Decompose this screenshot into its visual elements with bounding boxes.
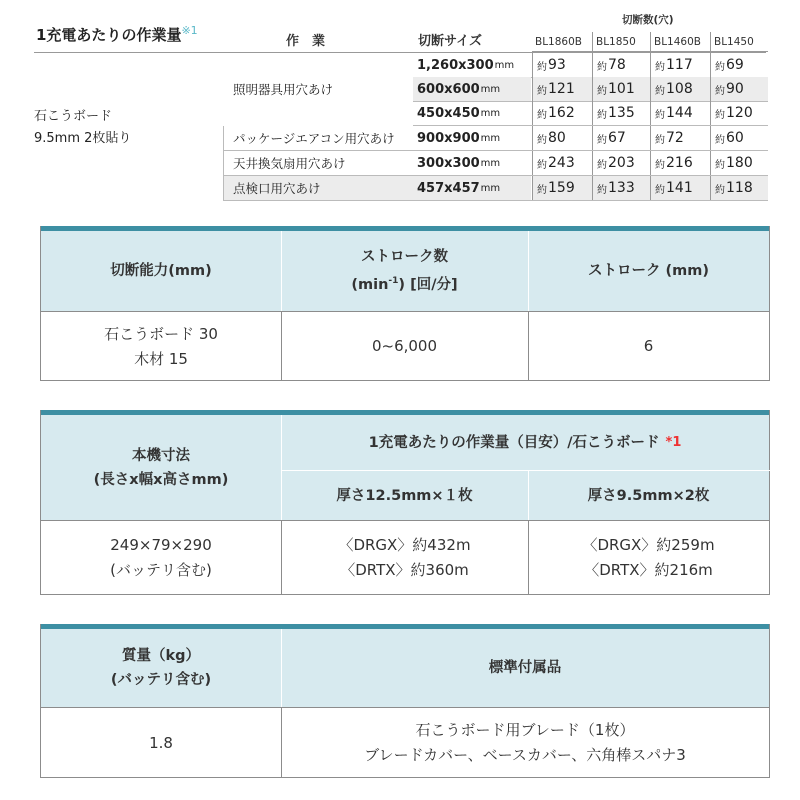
col-line <box>223 126 224 200</box>
count-value: 60 <box>726 130 744 146</box>
size-unit: mm <box>480 132 501 144</box>
stroke-count-header <box>281 231 528 311</box>
approx-prefix: 約 <box>537 134 547 146</box>
approx-prefix: 約 <box>715 159 725 171</box>
value-line: 石こうボード 30 <box>104 324 218 343</box>
size-cell <box>413 77 531 101</box>
material-line: 9.5mm 2枚貼り <box>34 131 132 146</box>
approx-prefix: 約 <box>655 61 665 73</box>
count-cell <box>710 126 768 150</box>
count-cell <box>650 176 710 200</box>
approx-prefix: 約 <box>597 109 607 121</box>
footnote-mark: *1 <box>665 434 682 450</box>
count-value: 203 <box>608 155 635 171</box>
spec-table-stroke <box>40 226 770 381</box>
count-value: 135 <box>608 105 635 121</box>
approx-prefix: 約 <box>715 85 725 97</box>
count-value: 216 <box>666 155 693 171</box>
count-value: 141 <box>666 180 693 196</box>
approx-prefix: 約 <box>597 134 607 146</box>
work-cell: 照明器具用穴あけ <box>233 82 334 97</box>
value-line: 249×79×290 <box>110 536 212 554</box>
count-cell <box>592 151 650 175</box>
size-cell <box>413 53 531 77</box>
value-line: 〈DRGX〉約259m <box>582 536 715 554</box>
count-value: 162 <box>548 105 575 121</box>
count-value: 144 <box>666 105 693 121</box>
approx-prefix: 約 <box>715 134 725 146</box>
header-part: ) [回/分] <box>398 276 458 293</box>
cutting-count-title <box>36 24 198 45</box>
count-cell <box>650 101 710 125</box>
count-value: 101 <box>608 81 635 97</box>
count-cell <box>710 151 768 175</box>
count-cell <box>592 53 650 77</box>
size-cell <box>413 126 531 150</box>
value-line: 石こうボード用ブレード（1枚） <box>415 721 635 739</box>
header-part: (min <box>351 276 389 293</box>
capacity-value <box>41 312 281 381</box>
count-value: 78 <box>608 57 626 73</box>
value-line: 木材 15 <box>134 349 188 368</box>
model-header: BL1460B <box>650 32 710 52</box>
approx-prefix: 約 <box>655 134 665 146</box>
size-cell <box>413 151 531 175</box>
material-label <box>34 106 131 150</box>
accessories-value <box>281 708 769 778</box>
approx-prefix: 約 <box>655 159 665 171</box>
size-cell <box>413 101 531 125</box>
count-value: 180 <box>726 155 753 171</box>
model-header: BL1450 <box>710 32 768 52</box>
size-header: 切断サイズ <box>418 34 482 49</box>
approx-prefix: 約 <box>597 159 607 171</box>
size-unit: mm <box>494 59 515 71</box>
thickness-value-1 <box>281 521 528 595</box>
count-value: 133 <box>608 180 635 196</box>
approx-prefix: 約 <box>597 184 607 196</box>
stroke-value: 6 <box>643 337 654 355</box>
count-cell <box>532 151 592 175</box>
approx-prefix: 約 <box>537 159 547 171</box>
model-header: BL1850 <box>592 32 650 52</box>
size-value: 457x457 <box>417 180 480 196</box>
approx-prefix: 約 <box>655 184 665 196</box>
count-cell <box>710 101 768 125</box>
count-cell <box>532 77 592 101</box>
header-line: 本機寸法 <box>132 447 190 464</box>
header-line: ストローク数 <box>361 249 448 266</box>
spec-table-mass <box>40 624 770 778</box>
stroke-header: ストローク (mm) <box>587 263 710 279</box>
count-value: 72 <box>666 130 684 146</box>
approx-prefix: 約 <box>715 61 725 73</box>
count-cell <box>532 176 592 200</box>
approx-prefix: 約 <box>715 109 725 121</box>
count-value: 69 <box>726 57 744 73</box>
count-cell <box>650 126 710 150</box>
count-value: 117 <box>666 57 693 73</box>
mass-value: 1.8 <box>149 733 173 752</box>
count-cell <box>592 126 650 150</box>
work-cell: 点検口用穴あけ <box>223 176 413 200</box>
count-value: 118 <box>726 180 753 196</box>
count-cell <box>650 151 710 175</box>
approx-prefix: 約 <box>537 85 547 97</box>
model-header: BL1860B <box>532 32 592 52</box>
count-value: 80 <box>548 130 566 146</box>
stroke-count-value: 0~6,000 <box>371 337 438 355</box>
count-value: 120 <box>726 105 753 121</box>
work-cell: 天井換気扇用穴あけ <box>233 156 346 171</box>
row-separator <box>223 200 768 201</box>
size-unit: mm <box>480 182 501 194</box>
size-value: 300x300 <box>417 155 480 171</box>
size-unit: mm <box>480 107 501 119</box>
count-cell <box>650 77 710 101</box>
approx-prefix: 約 <box>597 85 607 97</box>
material-line: 石こうボード <box>34 109 113 124</box>
thickness-header-1: 厚さ12.5mm×１枚 <box>336 487 473 504</box>
approx-prefix: 約 <box>537 61 547 73</box>
count-cell <box>710 53 768 77</box>
count-cell <box>710 176 768 200</box>
work-cell: パッケージエアコン用穴あけ <box>233 131 395 146</box>
count-cell <box>710 77 768 101</box>
size-unit: mm <box>480 157 501 169</box>
size-unit: mm <box>480 83 501 95</box>
count-value: 243 <box>548 155 575 171</box>
count-cell <box>592 77 650 101</box>
approx-prefix: 約 <box>537 184 547 196</box>
header-line <box>351 269 457 297</box>
work-amount-header <box>281 415 769 470</box>
header-line: (長さx幅x高さmm) <box>93 471 229 488</box>
header-line: (バッテリ含む) <box>110 672 212 688</box>
count-value: 108 <box>666 81 693 97</box>
footnote-mark: ※1 <box>181 24 198 37</box>
cutting-count-table <box>0 0 800 210</box>
size-cell <box>413 176 531 200</box>
title-text: 1充電あたりの作業量 <box>36 26 182 44</box>
count-value: 159 <box>548 180 575 196</box>
approx-prefix: 約 <box>537 109 547 121</box>
count-cell <box>650 53 710 77</box>
dimensions-header <box>41 415 281 520</box>
count-value: 90 <box>726 81 744 97</box>
thickness-value-2 <box>528 521 769 595</box>
count-value: 67 <box>608 130 626 146</box>
size-value: 900x900 <box>417 130 480 146</box>
approx-prefix: 約 <box>715 184 725 196</box>
value-line: 〈DRTX〉約216m <box>584 561 713 579</box>
header-text: 1充電あたりの作業量（目安）/石こうボード <box>368 434 660 451</box>
header-line: 質量（kg） <box>121 648 201 664</box>
count-cell <box>592 176 650 200</box>
count-cell <box>592 101 650 125</box>
size-value: 450x450 <box>417 105 480 121</box>
approx-prefix: 約 <box>655 85 665 97</box>
value-line: ブレードカバー、ベースカバー、六角棒スパナ3 <box>364 746 686 764</box>
thickness-header-2: 厚さ9.5mm×2枚 <box>587 487 710 504</box>
value-line: (バッテリ含む) <box>110 561 212 579</box>
count-cell <box>532 126 592 150</box>
accessories-header: 標準付属品 <box>488 660 562 676</box>
approx-prefix: 約 <box>655 109 665 121</box>
mass-header <box>41 629 281 707</box>
dimensions-value <box>41 521 281 595</box>
work-header: 作 業 <box>286 34 326 49</box>
count-value: 93 <box>548 57 566 73</box>
superscript: -1 <box>388 276 399 287</box>
size-value: 1,260x300 <box>417 57 494 73</box>
count-cell <box>532 53 592 77</box>
spec-table-dimensions <box>40 410 770 595</box>
size-value: 600x600 <box>417 81 480 97</box>
value-line: 〈DRGX〉約432m <box>338 536 471 554</box>
approx-prefix: 約 <box>597 61 607 73</box>
capacity-header: 切断能力(mm) <box>110 263 212 279</box>
count-cell <box>532 101 592 125</box>
count-value: 121 <box>548 81 575 97</box>
value-line: 〈DRTX〉約360m <box>340 561 469 579</box>
count-header: 切断数(穴) <box>622 14 674 26</box>
